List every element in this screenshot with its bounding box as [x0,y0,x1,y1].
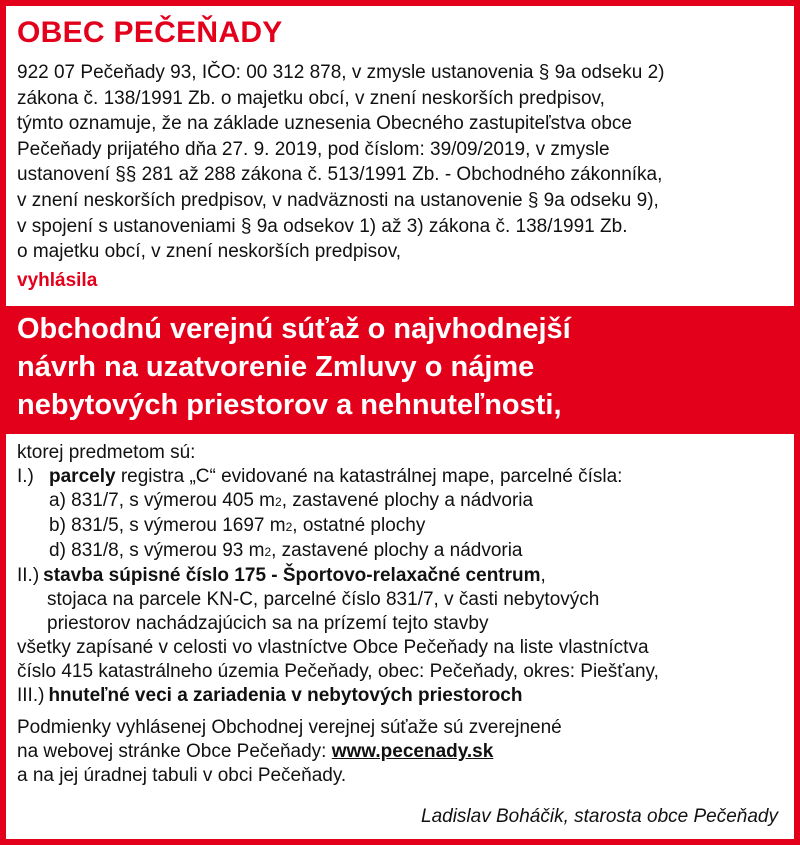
website-link[interactable]: www.pecenady.sk [331,741,494,762]
item-movables [17,684,792,708]
item-marker: I.) [17,466,34,487]
item-marker: III.) [17,685,45,706]
header [17,14,787,265]
item-building-title: stavba súpisné číslo 175 - Športovo-relaxačné centrum [43,565,541,586]
area-unit: 2 [285,520,293,534]
signature: Ladislav Boháčik, starosta obce Pečeňady [421,806,778,827]
parcel-text: a) 831/7, s výmerou 405 m [49,490,275,511]
parcel-text: d) 831/8, s výmerou 93 m [49,540,265,561]
conditions-line: a na jej úradnej tabuli v obci Pečeňady. [17,765,347,786]
conditions-line: Podmienky vyhlásenej Obchodnej verejnej súťaže sú zverejnené [17,717,562,738]
item-movables-title: hnuteľné veci a zariadenia v nebytových priestoroch [48,685,523,706]
conditions-line [17,740,792,764]
item-parcels-title: parcely [49,466,116,487]
item-parcels [17,465,792,489]
ownership-line: číslo 415 katastrálneho územia Pečeňady, obec: Pečeňady, okres: Piešťany, [17,661,659,682]
intro-paragraph [17,60,787,265]
intro-line: o majetku obcí, v znení neskorších predpisov, [17,241,402,263]
intro-line: týmto oznamuje, že na základe uznesenia Obecného zastupiteľstva obce [17,113,632,135]
declared-label: vyhlásila [17,270,98,291]
banner-line: nebytových priestorov a nehnuteľnosti, [17,389,562,421]
parcel-row [17,514,792,539]
parcel-row [17,489,792,514]
item-building [17,564,792,588]
ownership-line: všetky zapísané v celosti vo vlastníctve Obce Pečeňady na liste vlastníctva [17,637,649,658]
intro-line: 922 07 Pečeňady 93, IČO: 00 312 878, v zmysle ustanovenia § 9a odseku 2) [17,62,665,83]
subject-intro: ktorej predmetom sú: [17,442,196,463]
page-title: OBEC PEČEŇADY [17,16,283,49]
intro-line: Pečeňady prijatého dňa 27. 9. 2019, pod číslom: 39/09/2019, v zmysle [17,138,610,160]
intro-line: ustanovení §§ 281 až 288 zákona č. 513/1991 Zb. - Obchodného zákonníka, [17,164,663,186]
conditions-paragraph [17,716,792,788]
item-building-line: priestorov nachádzajúcich sa na prízemí tejto stavby [47,613,489,634]
area-unit: 2 [264,545,272,559]
item-parcels-desc: registra „C“ evidované na katastrálnej mape, parcelné čísla: [115,466,623,487]
banner-line: Obchodnú verejnú súťaž o najvhodnejší [17,313,571,345]
intro-line: v znení neskorších predpisov, v nadväznosti na ustanovenie § 9a odseku 9), [17,189,659,211]
parcel-type: , zastavené plochy a nádvoria [281,490,534,511]
banner-line: návrh na uzatvorenie Zmluvy o nájme [17,351,535,383]
tender-banner [0,306,800,434]
banner-heading [17,310,571,424]
parcel-row [17,539,792,564]
punctuation: , [540,565,546,586]
parcel-type: , ostatné plochy [292,515,426,536]
conditions-text: na webovej stránke Obce Pečeňady: [17,741,332,762]
intro-line: v spojení s ustanoveniami § 9a odsekov 1) až 3) zákona č. 138/1991 Zb. [17,215,628,237]
parcel-text: b) 831/5, s výmerou 1697 m [49,515,286,536]
subject-section [17,441,792,788]
item-building-line: stojaca na parcele KN-C, parcelné číslo 831/7, v časti nebytových [47,589,600,610]
intro-line: zákona č. 138/1991 Zb. o majetku obcí, v znení neskorších predpisov, [17,87,605,109]
area-unit: 2 [275,495,282,509]
parcel-type: , zastavené plochy a nádvoria [271,540,523,561]
item-marker: II.) [17,565,40,586]
